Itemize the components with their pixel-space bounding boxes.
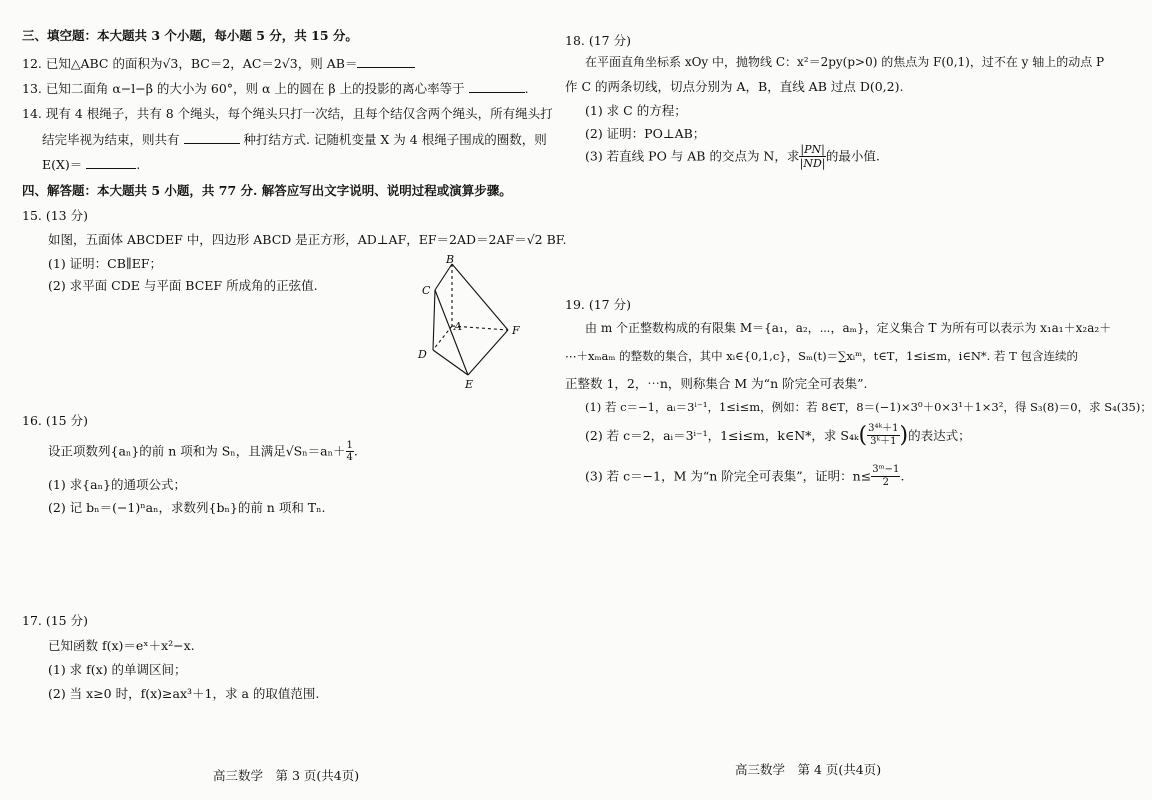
section4-heading: 四、解答题：本大题共 5 小题，共 77 分. 解答应写出文字说明、说明过程或演算步骤。 — [22, 183, 512, 198]
label-a: A — [454, 320, 462, 333]
q19-p2-post: 的表达式； — [908, 427, 971, 443]
q15-number: 15. (13 分) — [22, 208, 88, 223]
q16-part1: (1) 求{aₙ}的通项公式； — [48, 477, 186, 492]
q13-text: 13. 已知二面角 α−l−β 的大小为 60°，则 α 上的圆在 β 上的投影的离心率等于 — [22, 81, 465, 96]
q15-part1: (1) 证明：CB∥EF； — [48, 256, 163, 271]
q19-number: 19. (17 分) — [565, 297, 631, 312]
q18-part1: (1) 求 C 的方程； — [585, 103, 687, 118]
q16-stem-pre: 设正项数列{aₙ}的前 n 项和为 Sₙ，且满足√Sₙ＝aₙ＋ — [48, 443, 346, 459]
q16-frac-num: 1 — [346, 440, 353, 451]
question-12 — [22, 55, 415, 72]
q12-answer-blank[interactable] — [357, 55, 415, 68]
q19-p3-post: . — [900, 468, 905, 484]
q18-part3 — [585, 143, 880, 173]
q16-stem — [48, 440, 358, 468]
q19-p2-frac-den: 3ᵏ＋1 — [870, 436, 897, 448]
edge-bc — [435, 264, 452, 290]
q18-frac-num: |PN| — [800, 143, 825, 156]
page-3 — [0, 0, 567, 800]
q19-p3-frac-den: 2 — [882, 477, 889, 488]
label-e: E — [465, 378, 474, 391]
q18-line2: 作 C 的两条切线，切点分别为 A，B，直线 AB 过点 D(0,2). — [565, 79, 904, 94]
q17-stem: 已知函数 f(x)＝eˣ＋x²−x. — [48, 638, 195, 653]
q12-text: 12. 已知△ABC 的面积为√3，BC＝2，AC＝2√3，则 AB＝ — [22, 56, 358, 71]
label-d: D — [418, 348, 427, 361]
q16-number: 16. (15 分) — [22, 413, 88, 428]
label-f: F — [512, 324, 520, 337]
q16-part2: (2) 记 bₙ＝(−1)ⁿaₙ，求数列{bₙ}的前 n 项和 Tₙ. — [48, 500, 326, 515]
page-4 — [545, 0, 1152, 800]
q19-p2-lparen: ( — [858, 423, 868, 448]
question-14-line2 — [42, 131, 547, 148]
page-3-footer: 高三数学 第 3 页(共4页) — [213, 768, 360, 783]
q19-p2-fraction — [867, 423, 899, 448]
q19-p3-fraction — [871, 464, 900, 489]
q19-part3 — [585, 464, 904, 494]
q18-number: 18. (17 分) — [565, 33, 631, 48]
q19-line1: 由 m 个正整数构成的有限集 M＝{a₁，a₂，⋯，aₘ}，定义集合 T 为所有可以表示为 x₁a₁＋x₂a₂＋ — [585, 321, 1112, 335]
q14-line3-pre: E(X)＝ — [42, 157, 83, 172]
q15-part2: (2) 求平面 CDE 与平面 BCEF 所成角的正弦值. — [48, 278, 318, 293]
label-b: B — [446, 253, 455, 266]
q16-fraction — [346, 440, 354, 463]
q18-line1: 在平面直角坐标系 xOy 中，抛物线 C：x²＝2py(p>0) 的焦点为 F(0,1)，过不在 y 轴上的动点 P — [585, 55, 1105, 69]
q18-p3-pre: (3) 若直线 PO 与 AB 的交点为 N，求 — [585, 148, 800, 164]
q14-line2-pre: 结完毕视为结束，则共有 — [42, 132, 180, 147]
q17-part1: (1) 求 f(x) 的单调区间； — [48, 662, 187, 677]
q16-stem-post: . — [353, 443, 358, 459]
q19-p3-frac-num: 3ᵐ−1 — [872, 464, 900, 475]
q14-line2-post: 种打结方式. 记随机变量 X 为 4 根绳子围成的圈数，则 — [243, 132, 547, 147]
edge-ef — [468, 330, 508, 375]
q19-part2 — [585, 422, 971, 454]
question-13 — [22, 80, 529, 97]
q16-frac-den: 4 — [346, 452, 353, 463]
q18-fraction — [799, 143, 825, 170]
q18-part2: (2) 证明：PO⊥AB； — [585, 126, 706, 141]
q18-p3-post: 的最小值. — [825, 148, 880, 164]
q14-answer-blank-2[interactable] — [86, 156, 136, 169]
q14-line3-post: . — [136, 157, 141, 172]
q14-answer-blank-1[interactable] — [184, 131, 240, 144]
pentahedron-figure — [408, 250, 533, 390]
q19-p2-rparen: ) — [899, 423, 909, 448]
q19-p2-pre: (2) 若 c＝2，aᵢ＝3ⁱ⁻¹，1≤i≤m，k∈N*，求 S₄ₖ — [585, 427, 859, 443]
q13-answer-blank[interactable] — [469, 80, 525, 93]
question-14-line3 — [42, 156, 140, 173]
label-c: C — [422, 284, 431, 297]
q19-p3-pre: (3) 若 c＝−1，M 为“n 阶完全可表集”，证明：n≤ — [585, 468, 872, 484]
q19-p2-frac-num: 3⁴ᵏ＋1 — [868, 423, 899, 435]
section3-heading: 三、填空题：本大题共 3 个小题，每小题 5 分，共 15 分。 — [22, 28, 358, 43]
q13-post: . — [524, 81, 529, 96]
question-14-line1: 14. 现有 4 根绳子，共有 8 个绳头，每个绳头只打一次结，且每个结仅含两个绳头，所有绳头打 — [22, 106, 553, 121]
edge-ad — [433, 326, 452, 350]
q19-line2: ⋯＋xₘaₘ 的整数的集合，其中 xᵢ∈{0,1,c}，Sₘ(t)＝∑xᵢᵐ，t∈T，1≤i≤m，i∈N*. 若 T 包含连续的 — [565, 349, 1078, 363]
page-4-footer: 高三数学 第 4 页(共4页) — [735, 762, 882, 777]
q15-stem: 如图，五面体 ABCDEF 中，四边形 ABCD 是正方形，AD⊥AF，EF＝2AD＝2AF＝√2 BF. — [48, 232, 567, 247]
q18-frac-den: |ND| — [799, 157, 826, 170]
q19-part1: (1) 若 c＝−1，aᵢ＝3ⁱ⁻¹，1≤i≤m，例如：若 8∈T，8＝(−1)×3⁰＋0×3¹＋1×3²，得 S₃(8)＝0，求 S₄(35)； — [585, 400, 1152, 414]
q17-number: 17. (15 分) — [22, 613, 88, 628]
edge-cd — [433, 290, 435, 350]
q17-part2: (2) 当 x≥0 时，f(x)≥ax³＋1，求 a 的取值范围. — [48, 686, 320, 701]
q19-line3: 正整数 1，2，⋯n，则称集合 M 为“n 阶完全可表集”. — [565, 376, 868, 391]
